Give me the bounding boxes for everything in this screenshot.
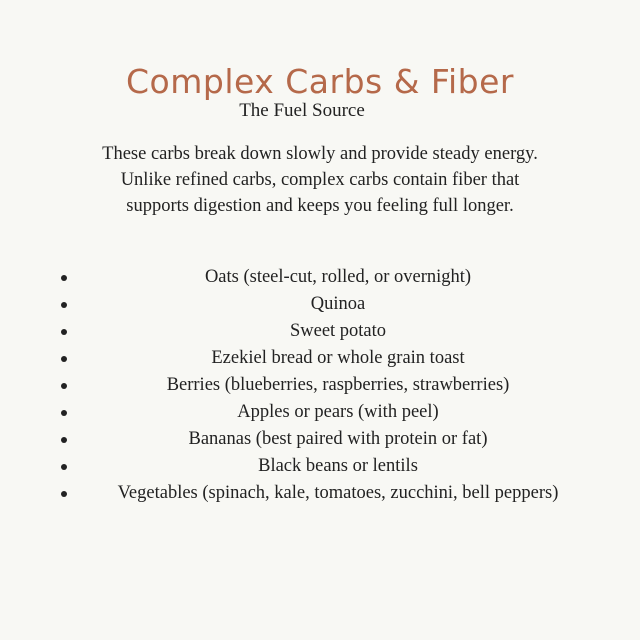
list-item <box>54 480 614 507</box>
bullet-icon <box>61 491 67 497</box>
list-item-text: Sweet potato <box>289 321 387 341</box>
bullet-icon <box>61 410 67 416</box>
list-item <box>54 291 614 318</box>
bullet-icon <box>61 437 67 443</box>
intro-paragraph <box>40 141 600 219</box>
list-item <box>54 345 614 372</box>
bullet-icon <box>61 464 67 470</box>
list-item-text: Oats (steel-cut, rolled, or overnight) <box>204 267 472 287</box>
list-item <box>54 399 614 426</box>
bullet-icon <box>61 329 67 335</box>
bullet-icon <box>61 275 67 281</box>
page-subtitle: The Fuel Source <box>239 100 365 121</box>
bullet-icon <box>61 383 67 389</box>
bullet-icon <box>61 356 67 362</box>
list-item <box>54 453 614 480</box>
list-item-text: Quinoa <box>310 294 366 314</box>
list-item-text: Berries (blueberries, raspberries, strawberries) <box>166 375 510 395</box>
list-item <box>54 426 614 453</box>
list-item-text: Black beans or lentils <box>258 456 418 476</box>
list-item-text: Vegetables (spinach, kale, tomatoes, zucchini, bell peppers) <box>117 483 559 503</box>
page-title: Complex Carbs & Fiber <box>126 62 514 101</box>
list-item <box>54 264 614 291</box>
list-item <box>54 318 614 345</box>
intro-line: These carbs break down slowly and provide steady energy. <box>102 144 538 164</box>
list-item-text: Ezekiel bread or whole grain toast <box>211 348 465 368</box>
list-item-text: Bananas (best paired with protein or fat) <box>188 429 488 449</box>
bullet-icon <box>61 302 67 308</box>
intro-line: Unlike refined carbs, complex carbs contain fiber that <box>120 170 520 190</box>
food-list <box>54 264 614 507</box>
intro-line: supports digestion and keeps you feeling full longer. <box>126 196 514 216</box>
list-item <box>54 372 614 399</box>
list-item-text: Apples or pears (with peel) <box>237 402 439 422</box>
